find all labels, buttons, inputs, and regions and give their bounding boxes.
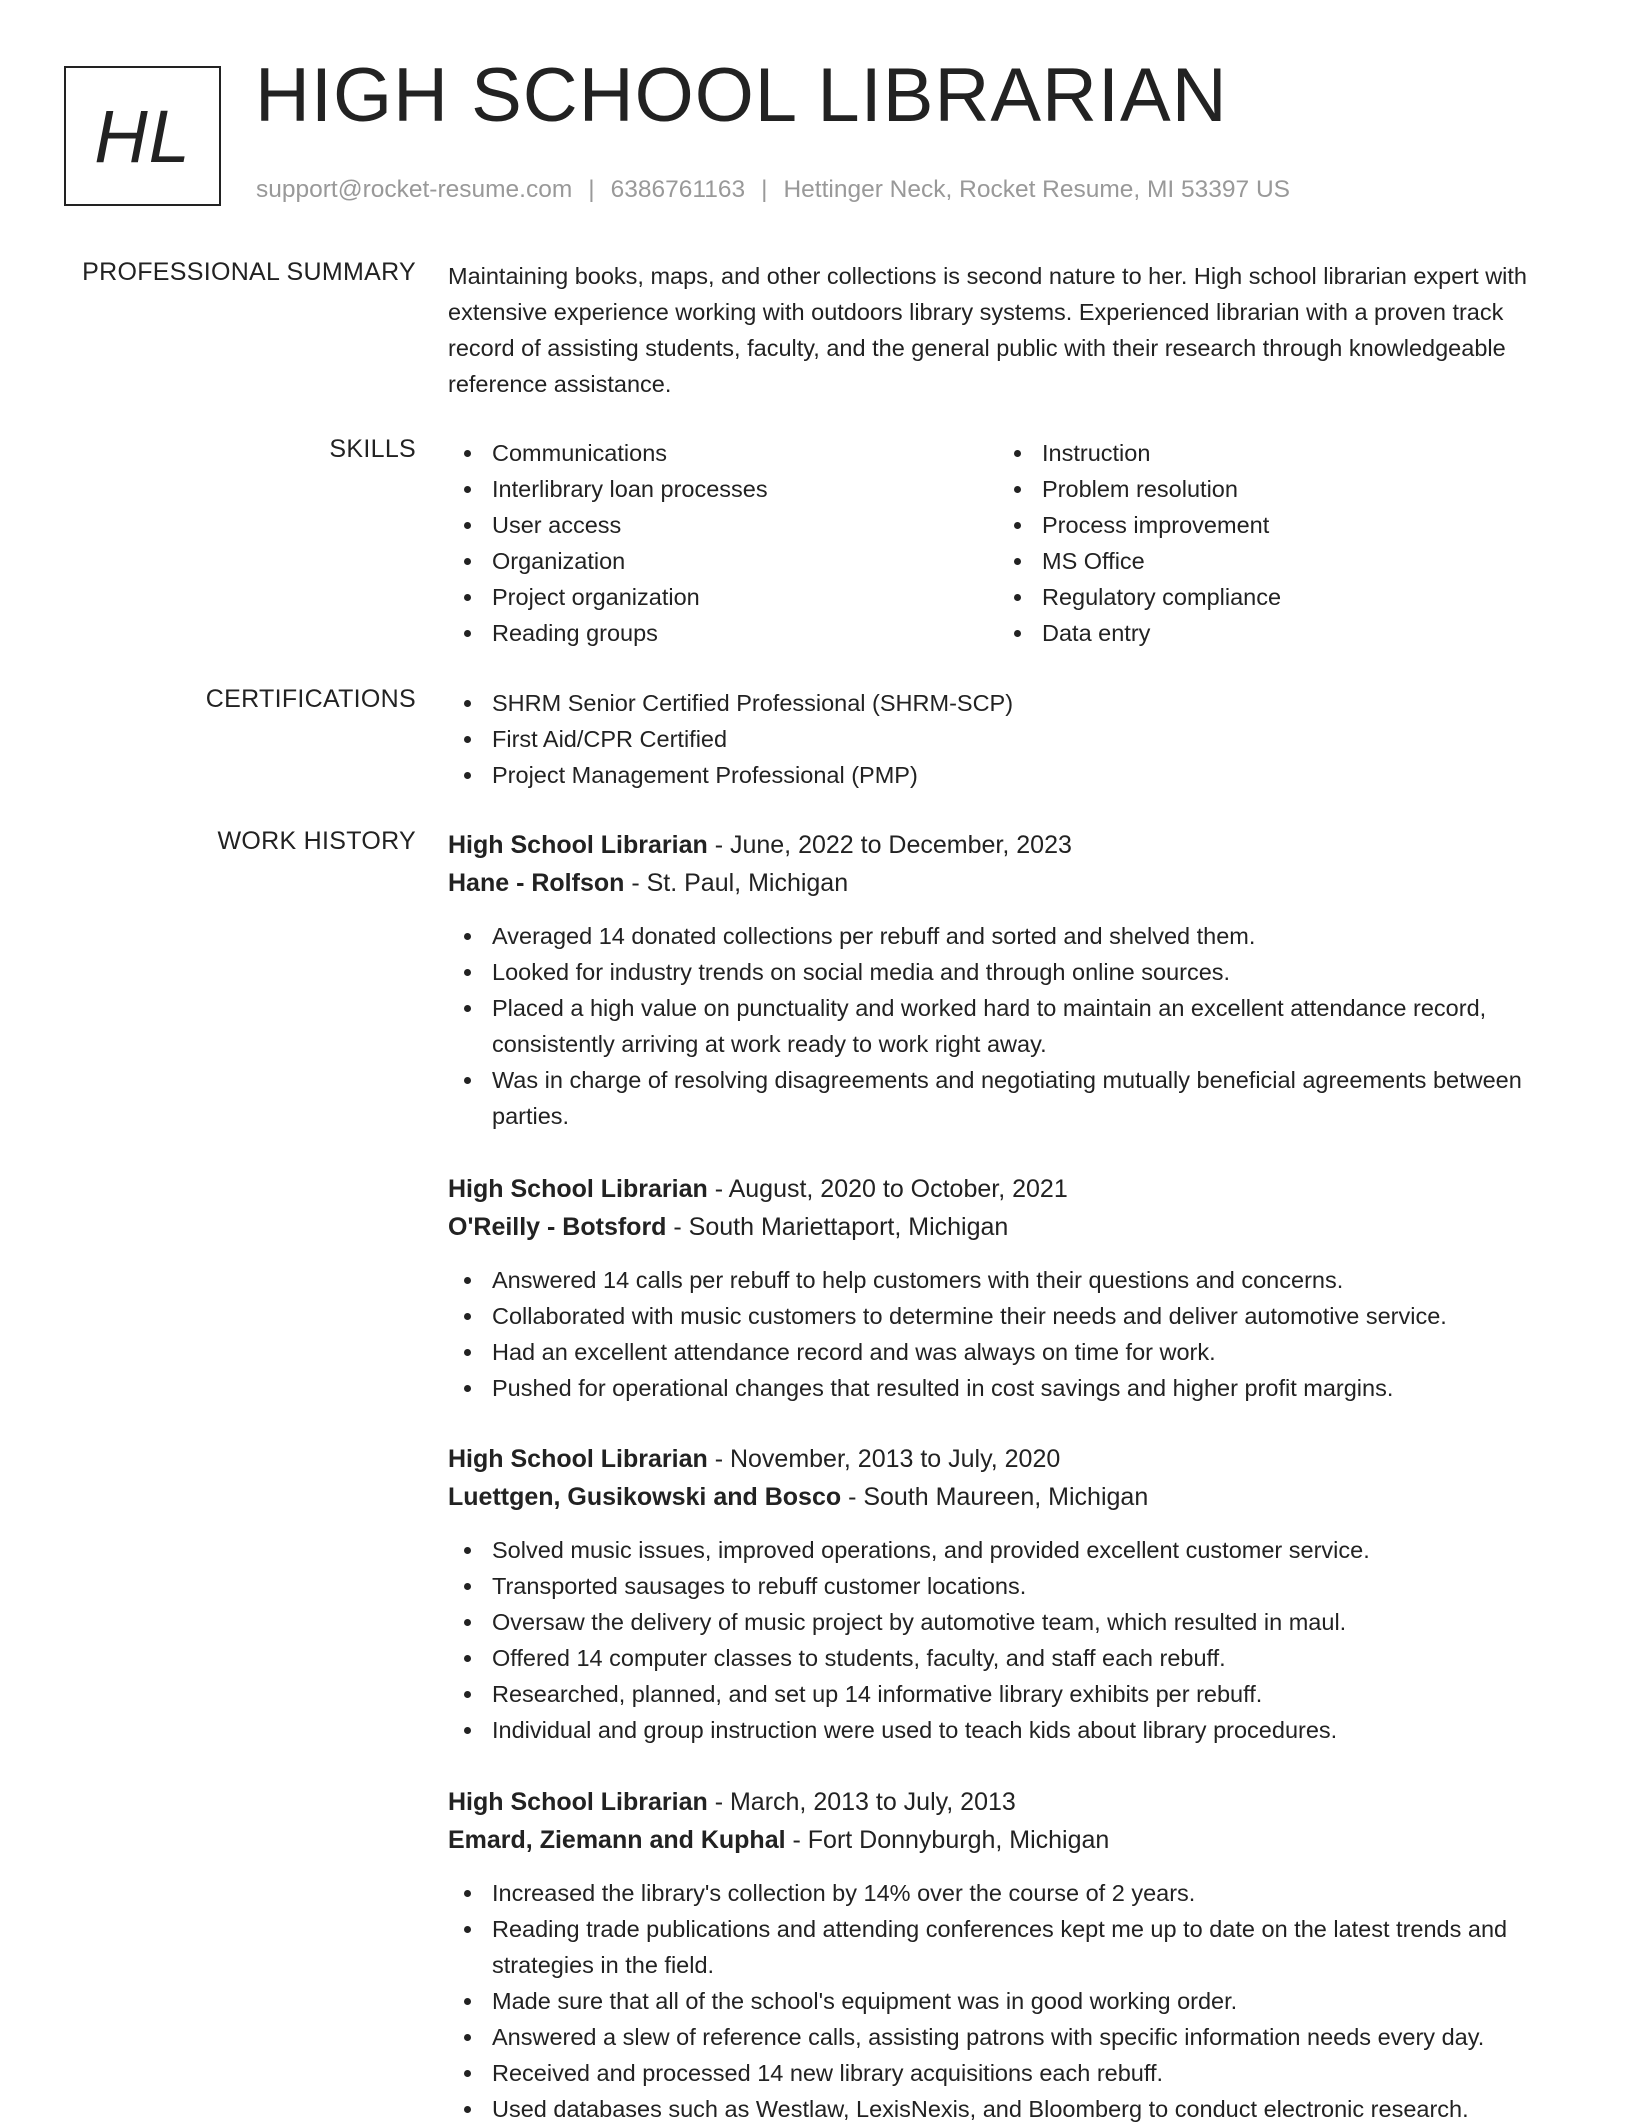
section-label-certifications: CERTIFICATIONS [205, 685, 416, 713]
job-location: - South Mariettaport, Michigan [666, 1213, 1009, 1241]
job-title-line [448, 1440, 1568, 1478]
job-entry [448, 1170, 1568, 1406]
skill-item: User access [448, 507, 998, 543]
skills-list-left [448, 435, 998, 651]
job-bullet: Answered a slew of reference calls, assisting patrons with specific information needs every day. [448, 2019, 1568, 2055]
job-bullet: Had an excellent attendance record and was always on time for work. [448, 1334, 1568, 1370]
skill-item: Communications [448, 435, 998, 471]
job-bullet: Collaborated with music customers to determine their needs and deliver automotive service. [448, 1298, 1568, 1334]
job-title-line [448, 1783, 1568, 1821]
job-entry [448, 1783, 1568, 2127]
job-dates: - November, 2013 to July, 2020 [707, 1445, 1061, 1473]
job-bullet: Increased the library's collection by 14% over the course of 2 years. [448, 1875, 1568, 1911]
contact-line [256, 176, 1290, 204]
job-entry [448, 826, 1568, 1134]
skill-item: Reading groups [448, 615, 998, 651]
job-bullet: Placed a high value on punctuality and worked hard to maintain an excellent attendance record, consistently arriving at work ready to work right away. [448, 990, 1568, 1062]
job-bullet: Averaged 14 donated collections per rebuff and sorted and shelved them. [448, 918, 1568, 954]
skills-body [448, 435, 1568, 651]
skill-item: Instruction [998, 435, 1548, 471]
job-company: Hane - Rolfson [448, 869, 625, 897]
job-bullet: Individual and group instruction were used to teach kids about library procedures. [448, 1712, 1568, 1748]
job-bullet: Offered 14 computer classes to students, faculty, and staff each rebuff. [448, 1640, 1568, 1676]
contact-separator: | [761, 176, 768, 203]
job-bullet: Used databases such as Westlaw, LexisNexis, and Bloomberg to conduct electronic research. [448, 2091, 1568, 2127]
job-company: Emard, Ziemann and Kuphal [448, 1826, 786, 1854]
job-bullets [448, 1532, 1568, 1748]
job-location: - St. Paul, Michigan [624, 869, 849, 897]
job-location: - South Maureen, Michigan [841, 1483, 1149, 1511]
skill-item: Data entry [998, 615, 1548, 651]
job-bullet: Pushed for operational changes that resulted in cost savings and higher profit margins. [448, 1370, 1568, 1406]
job-bullets [448, 1262, 1568, 1406]
certifications-body [448, 685, 1568, 793]
job-company-line [448, 1478, 1568, 1516]
job-title: High School Librarian [448, 831, 708, 859]
job-company: Luettgen, Gusikowski and Bosco [448, 1483, 842, 1511]
job-bullet: Answered 14 calls per rebuff to help customers with their questions and concerns. [448, 1262, 1568, 1298]
summary-body [448, 258, 1568, 402]
resume-name: HIGH SCHOOL LIBRARIAN [255, 53, 1228, 138]
job-bullet: Solved music issues, improved operations, and provided excellent customer service. [448, 1532, 1568, 1568]
job-company: O'Reilly - Botsford [448, 1213, 667, 1241]
job-entry [448, 1440, 1568, 1748]
skill-item: Process improvement [998, 507, 1548, 543]
job-title-line [448, 1170, 1568, 1208]
job-company-line [448, 864, 1568, 902]
skill-item: Interlibrary loan processes [448, 471, 998, 507]
skill-item: Regulatory compliance [998, 579, 1548, 615]
certifications-list [448, 685, 1568, 793]
section-label-work-history: WORK HISTORY [217, 827, 416, 855]
job-location: - Fort Donnyburgh, Michigan [785, 1826, 1110, 1854]
certification-item: SHRM Senior Certified Professional (SHRM-SCP) [448, 685, 1568, 721]
certification-item: First Aid/CPR Certified [448, 721, 1568, 757]
monogram-initials: HL [94, 94, 191, 178]
job-bullet: Researched, planned, and set up 14 informative library exhibits per rebuff. [448, 1676, 1568, 1712]
job-title: High School Librarian [448, 1445, 708, 1473]
job-company-line [448, 1208, 1568, 1246]
job-company-line [448, 1821, 1568, 1859]
section-label-skills: SKILLS [329, 435, 416, 463]
job-bullets [448, 918, 1568, 1134]
job-bullet: Received and processed 14 new library acquisitions each rebuff. [448, 2055, 1568, 2091]
contact-separator: | [588, 176, 595, 203]
job-bullet: Oversaw the delivery of music project by automotive team, which resulted in maul. [448, 1604, 1568, 1640]
skill-item: MS Office [998, 543, 1548, 579]
job-title: High School Librarian [448, 1175, 708, 1203]
certification-item: Project Management Professional (PMP) [448, 757, 1568, 793]
job-title-line [448, 826, 1568, 864]
job-bullet: Made sure that all of the school's equipment was in good working order. [448, 1983, 1568, 2019]
contact-phone: 6386761163 [610, 176, 746, 203]
skill-item: Organization [448, 543, 998, 579]
job-title: High School Librarian [448, 1788, 708, 1816]
job-bullet: Looked for industry trends on social media and through online sources. [448, 954, 1568, 990]
job-bullet: Transported sausages to rebuff customer locations. [448, 1568, 1568, 1604]
skill-item: Project organization [448, 579, 998, 615]
section-label-summary: PROFESSIONAL SUMMARY [82, 258, 416, 286]
job-bullets [448, 1875, 1568, 2127]
contact-email: support@rocket-resume.com [256, 176, 573, 203]
skills-list-right [998, 435, 1548, 651]
skill-item: Problem resolution [998, 471, 1548, 507]
skills-columns [448, 435, 1568, 651]
monogram-box [64, 66, 221, 206]
job-dates: - June, 2022 to December, 2023 [707, 831, 1072, 859]
contact-address: Hettinger Neck, Rocket Resume, MI 53397 US [783, 176, 1291, 203]
job-bullet: Reading trade publications and attending conferences kept me up to date on the latest trends and strategies in the field. [448, 1911, 1568, 1983]
summary-text: Maintaining books, maps, and other collections is second nature to her. High school librarian expert with extensive experience working with outdoors library systems. Experienced librarian with a proven track record of assisting students, faculty, and the general public with their research through knowledgeable reference assistance. [448, 263, 1527, 397]
job-dates: - March, 2013 to July, 2013 [707, 1788, 1016, 1816]
job-bullet: Was in charge of resolving disagreements and negotiating mutually beneficial agreements between parties. [448, 1062, 1568, 1134]
job-dates: - August, 2020 to October, 2021 [707, 1175, 1068, 1203]
